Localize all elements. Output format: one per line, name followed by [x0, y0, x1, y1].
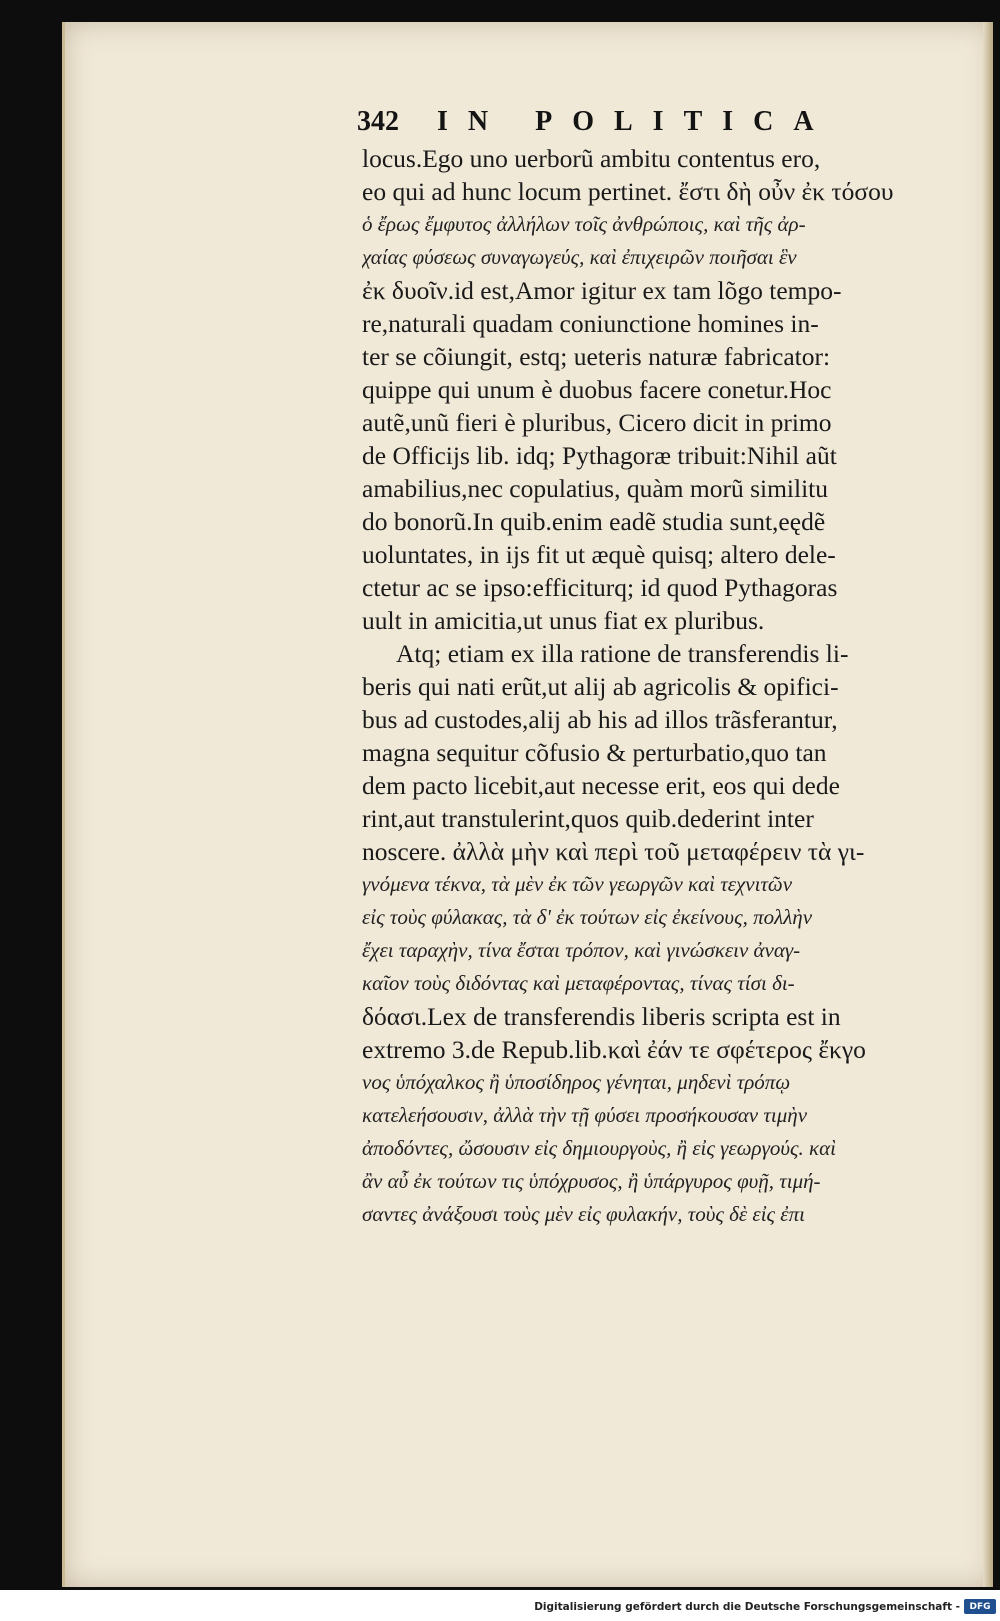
- text-line: δόασι.Lex de transferendis liberis scripta est in: [362, 1002, 841, 1031]
- text-body: [362, 142, 952, 1342]
- text-line: ἐκ δυοῖν.id est,Amor igitur ex tam lõgo tempo-: [362, 276, 842, 305]
- text-line: locus.Ego uno uerborũ ambitu contentus ero,: [362, 144, 821, 173]
- text-line: amabilius,nec copulatius, quàm morũ similitu: [362, 474, 829, 503]
- text-line: χαίας φύσεως συναγωγεύς, καὶ ἐπιχειρῶν ποιῆσαι ἓν: [362, 245, 797, 269]
- page-edge-shadow: [983, 22, 993, 1587]
- text-line: σαντες ἀνάξουσι τοὺς μὲν εἰς φυλακήν, τοὺς δὲ εἰς ἐπι: [362, 1202, 805, 1226]
- running-title: IN POLITICA: [437, 106, 834, 137]
- text-line: uult in amicitia,ut unus fiat ex pluribus.: [362, 606, 765, 635]
- text-line: ἀποδόντες, ὤσουσιν εἰς δημιουργοὺς, ἢ εἰς γεωργούς. καὶ: [362, 1136, 836, 1160]
- text-line: uoluntates, in ijs fit ut æquè quisq; altero dele-: [362, 540, 836, 569]
- text-line: ὁ ἔρως ἔμφυτος ἀλλήλων τοῖς ἀνθρώποις, καὶ τῆς ἀρ-: [362, 212, 806, 236]
- text-line: extremo 3.de Repub.lib.καὶ ἐάν τε σφέτερος ἔκγο: [362, 1035, 866, 1064]
- text-line: autẽ,unũ fieri è pluribus, Cicero dicit in primo: [362, 408, 832, 437]
- dfg-logo: DFG: [964, 1599, 996, 1614]
- text-line: καῖον τοὺς διδόντας καὶ μεταφέροντας, τίνας τίσι δι-: [362, 971, 795, 995]
- text-line: quippe qui unum è duobus facere conetur.Hoc: [362, 375, 832, 404]
- text-line: bus ad custodes,alij ab his ad illos trãsferantur,: [362, 705, 838, 734]
- text-line: ctetur ac se ipso:efficiturq; id quod Pythagoras: [362, 573, 838, 602]
- text-line: eo qui ad hunc locum pertinet. ἔστι δὴ οὖν ἐκ τόσου: [362, 177, 894, 206]
- page-number: 342: [357, 106, 399, 137]
- text-line: ἔχει ταραχὴν, τίνα ἔσται τρόπον, καὶ γινώσκειν ἀναγ-: [362, 938, 801, 962]
- text-line: ter se cõiungit, estq; ueteris naturæ fabricator:: [362, 342, 831, 371]
- text-line: beris qui nati erũt,ut alij ab agricolis & opifici-: [362, 672, 839, 701]
- text-line: γνόμενα τέκνα, τὰ μὲν ἐκ τῶν γεωργῶν καὶ τεχνιτῶν: [362, 872, 793, 896]
- text-line: ἂν αὖ ἐκ τούτων τις ὑπόχρυσος, ἢ ὑπάργυρος φυῇ, τιμή-: [362, 1169, 821, 1193]
- text-line: dem pacto licebit,aut necesse erit, eos qui dede: [362, 771, 840, 800]
- text-line: Atq; etiam ex illa ratione de transferendis li-: [396, 639, 849, 668]
- text-line: κατελεήσουσιν, ἀλλὰ τὴν τῇ φύσει προσήκουσαν τιμὴν: [362, 1103, 808, 1127]
- running-head: [357, 104, 857, 140]
- digitization-credit: Digitalisierung gefördert durch die Deutsche Forschungsgemeinschaft -: [534, 1601, 960, 1613]
- text-line: de Officijs lib. idq; Pythagoræ tribuit:Nihil aũt: [362, 441, 837, 470]
- text-line: magna sequitur cõfusio & perturbatio,quo tan: [362, 738, 827, 767]
- text-line: rint,aut transtulerint,quos quib.dederint inter: [362, 804, 814, 833]
- text-line: re,naturali quadam coniunctione homines in-: [362, 309, 819, 338]
- text-line: εἰς τοὺς φύλακας, τὰ δ' ἐκ τούτων εἰς ἐκείνους, πολλὴν: [362, 905, 813, 929]
- text-line: do bonorũ.In quib.enim eadẽ studia sunt,eędẽ: [362, 507, 826, 536]
- text-line: noscere. ἀλλὰ μὴν καὶ περὶ τοῦ μεταφέρειν τὰ γι-: [362, 837, 865, 866]
- text-line: νος ὑπόχαλκος ἢ ὑποσίδηρος γένηται, μηδενὶ τρόπῳ: [362, 1070, 791, 1094]
